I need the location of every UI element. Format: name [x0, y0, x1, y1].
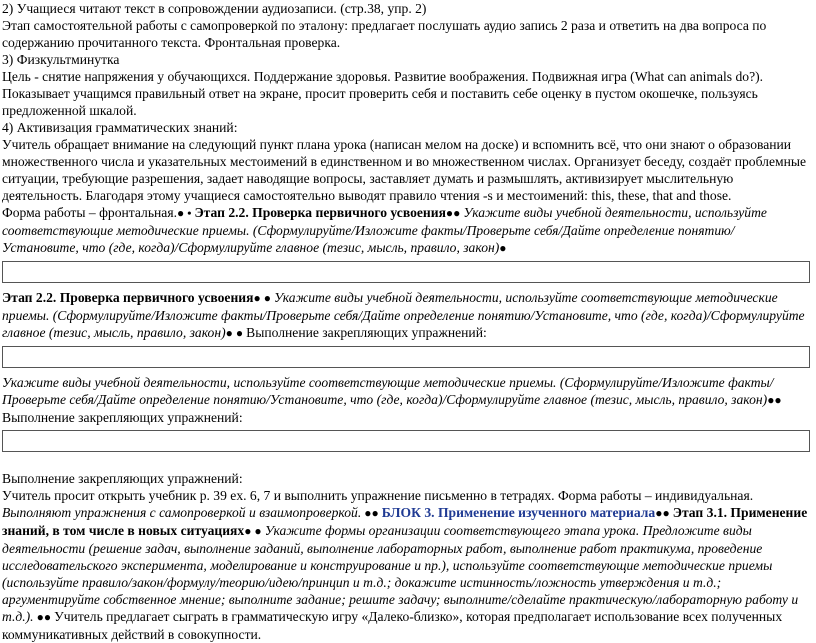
stage-heading: Этап 2.2. Проверка первичного усвоения [194, 205, 446, 220]
bullet-icon: ● ● [225, 326, 247, 340]
stage-instructions: Укажите виды учебной деятельности, используйте соответствующие методические приемы. (Сформулируйте/Изложите факты/Проверьте себя/Дайте определение понятию/Установите, что (где, когда)/Сформулируйте главное (тезис, мысль, правило, закон) [2, 375, 774, 407]
self-check-text: Выполняют упражнения с самопроверкой и взаимопроверкой. [2, 505, 362, 520]
answer-box-1[interactable] [2, 261, 810, 283]
exercise-heading: Выполнение закрепляющих упражнений: [2, 410, 243, 425]
work-form-text: Форма работы – фронтальная. [2, 205, 177, 220]
paragraph-physical-break-heading: 3) Физкультминутка [2, 52, 120, 67]
bullet-icon: ● [499, 241, 507, 255]
stage-3-1-instructions: Укажите формы организации соответствующего этапа урока. Предложите виды деятельности (решение задач, выполнение заданий, выполнение лабораторных работ, выполнение работ практикума, проведение исследовательского эксперимента, моделирование и конструирование и пр.), используйте соответствующие методические приемы (используйте правило/закон/формулу/теорию/идею/принцип и т.д.; докажите истинность/ложность утверждения и т.д.; аргументируйте собственное мнение; выполните задание; решите задачу; выполните/сделайте практическую/лабораторную работу и т.д.). [2, 523, 799, 624]
exercise-heading: Выполнение закрепляющих упражнений: [246, 325, 487, 340]
textbook-instruction: Учитель просит открыть учебник р. 39 ex. 6, 7 и выполнить упражнение письменно в тетрадях. Форма работы – индивидуальная. [2, 488, 754, 503]
block-3-paragraph [2, 504, 810, 643]
stage-heading: Этап 2.2. Проверка первичного усвоения [2, 290, 254, 305]
exercise-heading-standalone: Выполнение закрепляющих упражнений: [2, 471, 243, 486]
paragraph-grammar-activity: Учитель обращает внимание на следующий пункт плана урока (написан мелом на доске) и вспомнить всё, что они знают о образовании множественного числа и указательных местоимений в единственном и во множественном числах. Организует беседу, создаёт проблемные ситуации, требующие разрешения, задает наводящие вопросы, заставляет думать и размышлять, активизирует мыслительную деятельность. Благодаря этому учащиеся самостоятельно выводят правило чтения -s и местоимений: this, these, that and those. [2, 137, 807, 203]
bullet-icon: • [184, 206, 195, 220]
bullet-icon: ●● [361, 506, 382, 520]
bullet-icon: ●● [445, 206, 464, 220]
paragraph-grammar-heading: 4) Активизация грамматических знаний: [2, 120, 238, 135]
stage-instructions: Укажите виды учебной деятельности, используйте соответствующие методические приемы. (Сформулируйте/Изложите факты/Проверьте себя/Дайте определение понятию/Установите, что (где, когда)/Сформулируйте главное (тезис, мысль, правило, закон) [2, 290, 805, 340]
answer-box-2[interactable] [2, 346, 810, 368]
bullet-icon: ●● [655, 506, 673, 520]
spacer [2, 458, 810, 470]
bullet-icon: ● ● [244, 524, 265, 538]
bullet-icon: ●● [767, 393, 782, 407]
game-description: Учитель предлагает сыграть в грамматическую игру «Далеко-близко», которая предполагает использование всех полученных коммуникативных действий в совокупности. [2, 609, 783, 642]
block-3-heading: БЛОК 3. Применение изученного материала [381, 505, 656, 520]
stage-2-2-repeat-block [2, 289, 810, 342]
paragraph-self-check: Этап самостоятельной работы с самопроверкой по эталону: предлагает послушать аудио запись 2 раза и ответить на два вопроса по содержанию прочитанного текста. Фронтальная проверка. [2, 18, 767, 50]
bullet-icon: ● [176, 206, 185, 220]
stage-instructions: Укажите виды учебной деятельности, используйте соответствующие методические приемы. (Сформулируйте/Изложите факты/Проверьте себя/Дайте определение понятию/Установите, что (где, когда)/Сформулируйте главное (тезис, мысль, правило, закон) [2, 205, 767, 255]
paragraph-reading: 2) Учащиеся читают текст в сопровождении аудиозаписи. (стр.38, упр. 2) [2, 1, 427, 16]
bullet-icon: ●● [33, 610, 55, 624]
stage-2-2-block [2, 204, 810, 257]
stage-3-1-heading: Этап 3.1. Применение знаний, в том числе в новых ситуациях [2, 505, 808, 538]
bullet-icon: ● ● [253, 291, 274, 305]
answer-box-3[interactable] [2, 430, 810, 452]
stage-instructions-block [2, 374, 810, 426]
paragraph-physical-break-goal: Цель - снятие напряжения у обучающихся. Поддержание здоровья. Развитие воображения. Подвижная игра (What can animals do?). Показывает учащимся правильный ответ на экране, просит проверить себя и поставить себе оценку в пустом окошечке, пользуясь предложенной шкалой. [2, 69, 764, 118]
